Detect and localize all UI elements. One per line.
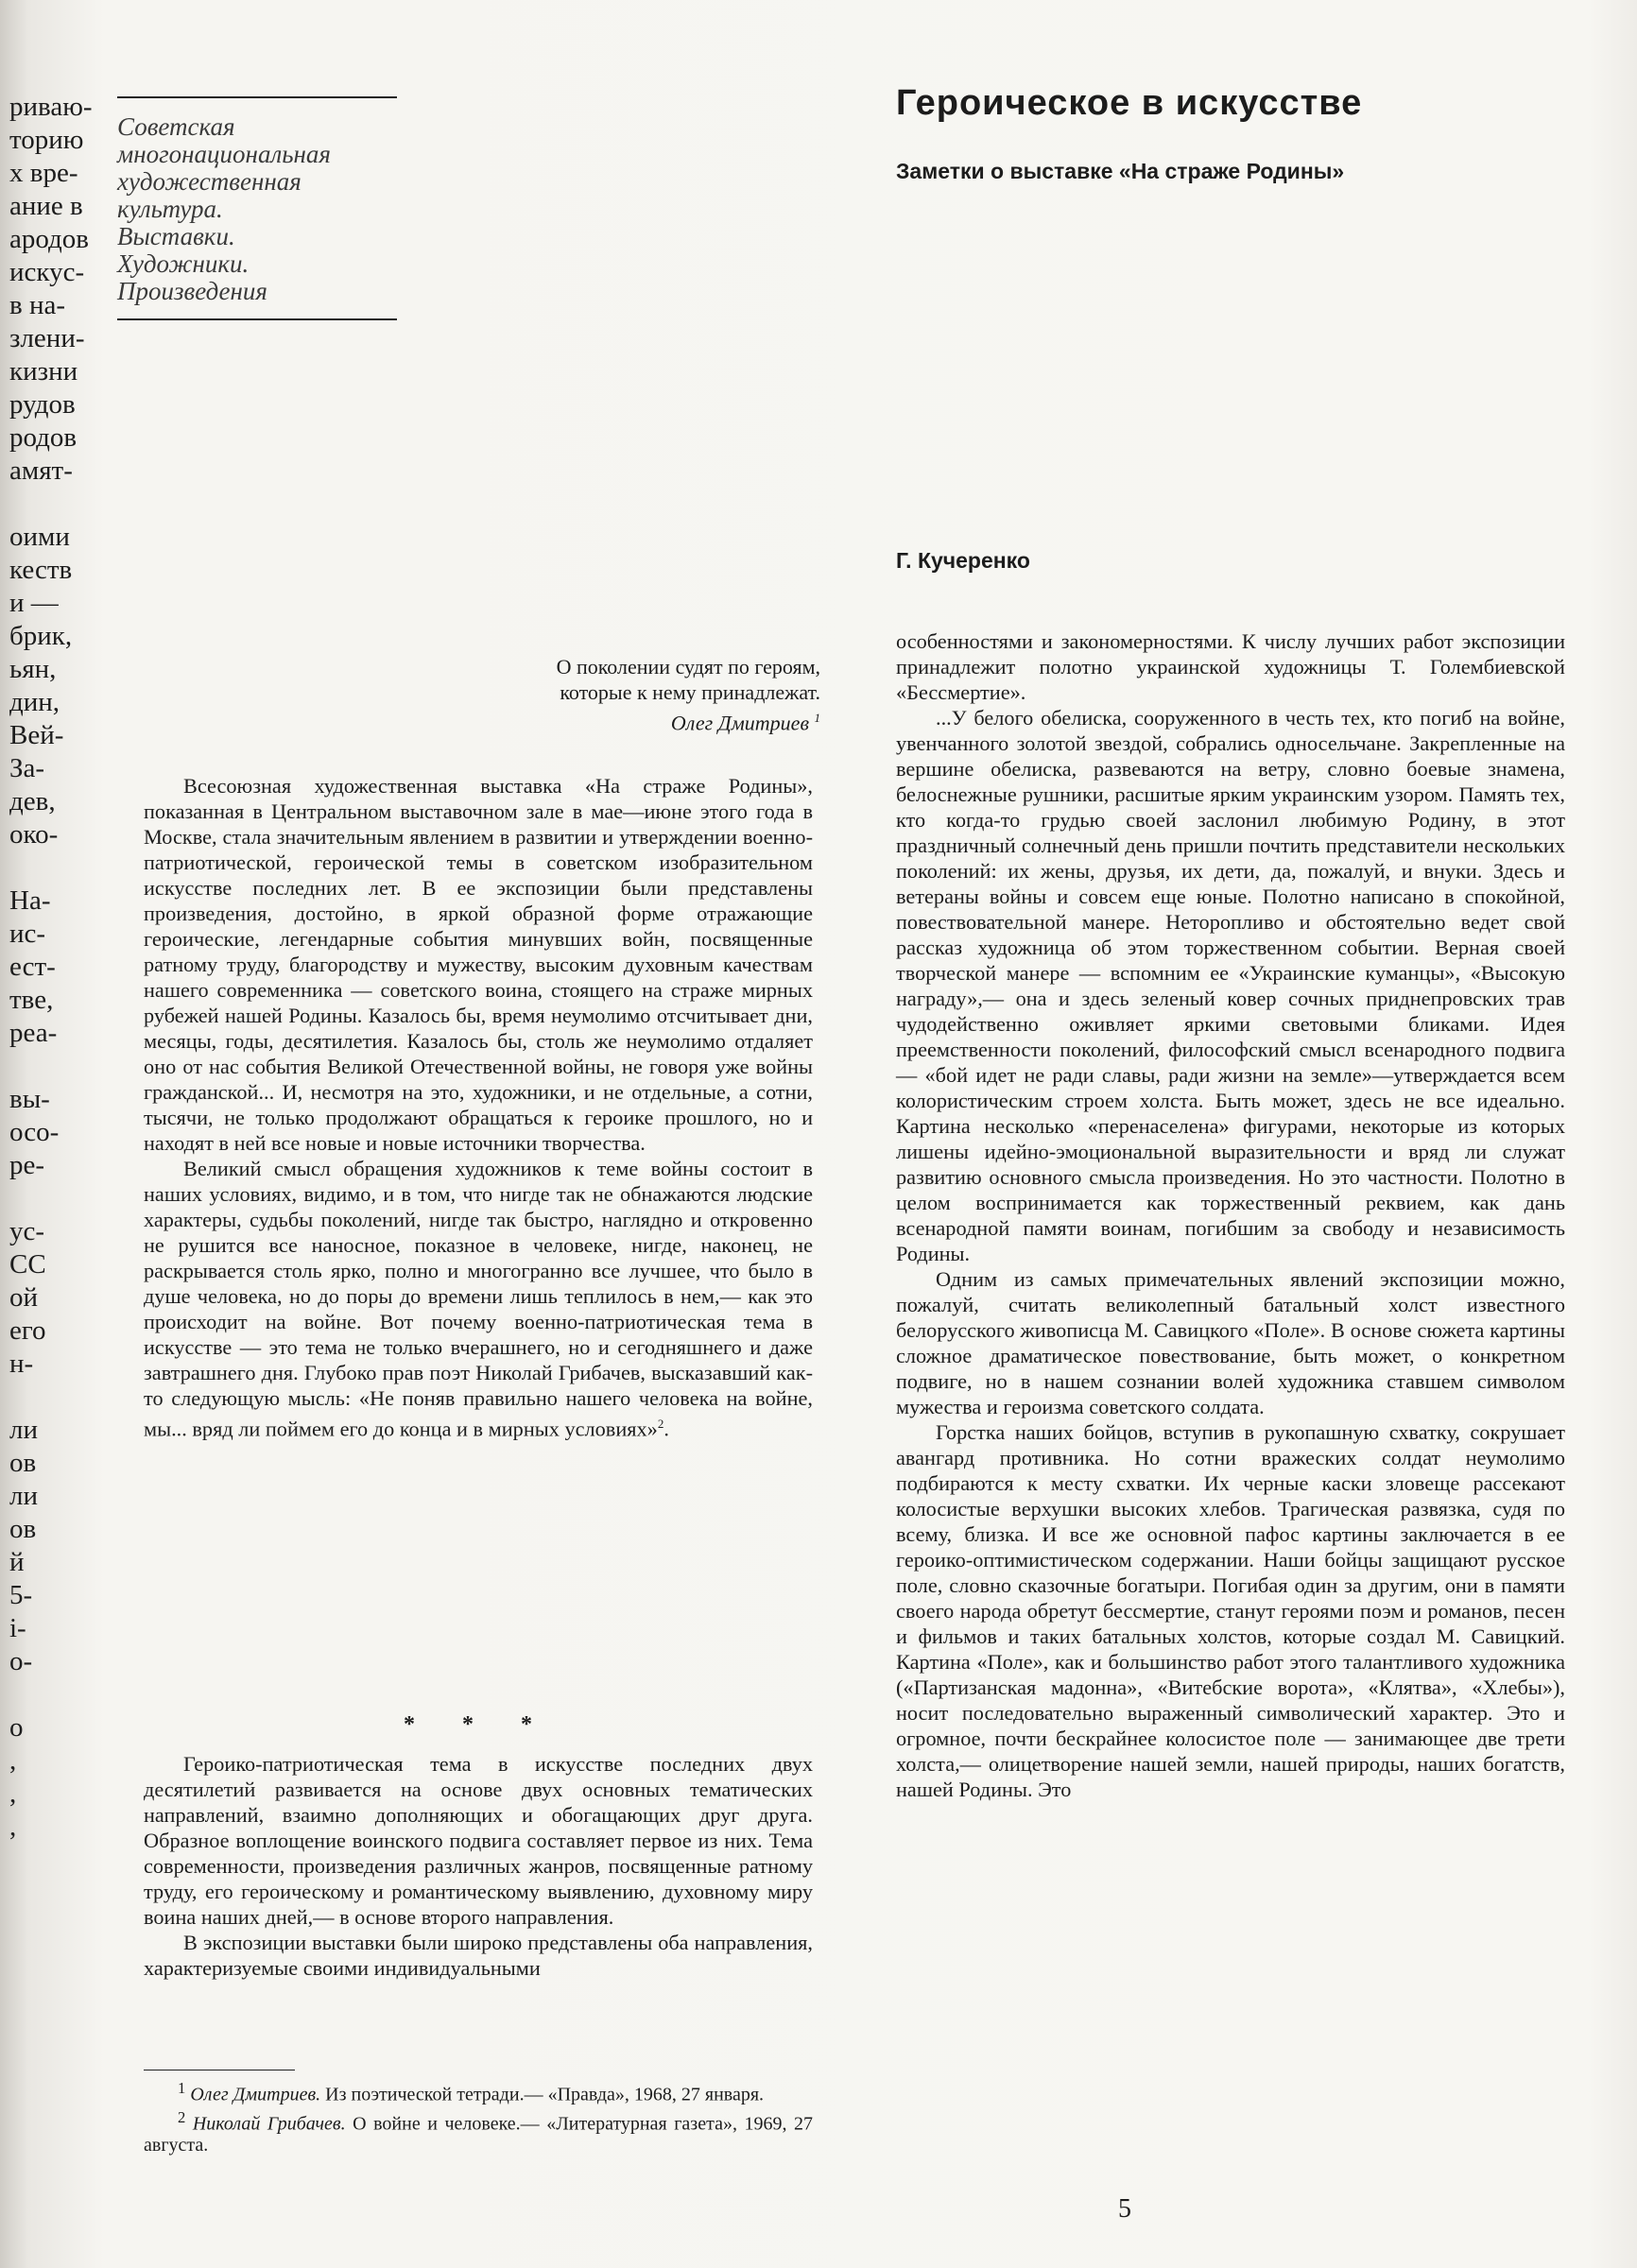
margin-fragment: дев, [9, 786, 56, 816]
footnote [144, 2077, 813, 2106]
rubric-line: культура. [117, 195, 223, 223]
footnote-number: 1 [178, 2079, 186, 2097]
margin-fragment: ест- [9, 952, 56, 982]
paragraph: Великий смысл обращения художников к теме войны состоит в наших условиях, видимо, и в том, что нигде так не обнажаются людские характеры, судьбы поколений, нигде так быстро, наглядно и откровенно не рушится все наносное, показное в человеке, нигде, наконец, не раскрывается столь ярко, полно и многогранно все лучшее, что было в душе человека, но до поры до времени лишь теплилось в нем,— как это происходит на войне. Вот почему военно-патриотическая тема в искусстве — это тема не только вчерашнего, но и сегодняшнего и даже завтрашнего дня. Глубоко прав поэт Николай Грибачев, высказавший как-то следующую мысль: «Не поняв правильно нашего человека на войне, мы... вряд ли поймем его до конца и в мирных условиях»$^2$. [144, 1157, 813, 1441]
margin-fragment: 5- [9, 1580, 33, 1610]
margin-fragment: ус- [9, 1216, 45, 1246]
footnote-ref: 1 [814, 711, 820, 725]
epigraph-line: которые к нему принадлежат. [560, 680, 820, 704]
margin-fragment: тве, [9, 985, 54, 1015]
footnote [144, 2106, 813, 2157]
margin-fragment: и — [9, 588, 59, 618]
right-column [896, 628, 1565, 1802]
margin-fragment: ли [9, 1481, 38, 1511]
rubric-line: Советская [117, 112, 235, 141]
paragraph: особенностями и закономерностями. К числу лучших работ экспозиции принадлежит полотно украинской художницы Т. Голембиевской «Бессмертие». [896, 629, 1565, 704]
margin-fragment: кеств [9, 555, 73, 585]
margin-fragment: злени- [9, 323, 85, 353]
margin-fragment: око- [9, 819, 59, 850]
margin-fragment: ьян, [9, 654, 57, 684]
paragraph: Одним из самых примечательных явлений экспозиции можно, пожалуй, считать великолепный батальный холст известного белорусского живописца М. Савицкого «Поле». В основе сюжета картины сложное драматическое повествование, быть может, о конкретном подвиге, но в нашем сознании волей художника ставшем символом мужества и героизма советского солдата. [896, 1267, 1565, 1418]
section-separator: * * * [404, 1712, 553, 1737]
paragraph: Горстка наших бойцов, вступив в рукопашную схватку, сокрушает авангард противника. Но сотни вражеских солдат неумолимо подбираются к месту схватки. Их черные каски зловеще рассекают колосистые верхушки высоких хлебов. Трагическая развязка, судя по всему, близка. И все же основной пафос картины заключается в ее героико-оптимистическом содержании. Наши бойцы защищают русское поле, словно сказочные богатыри. Погибая один за другим, они в памяти своего народа обретут бессмертие, станут героями поэм и романов, песен и фильмов и таких батальных холстов, которые создал М. Савицкий. Картина «Поле», как и большинство работ этого талантливого художника («Партизанская мадонна», «Витебские ворота», «Клятва», «Хлебы»), носит последовательно выраженный символический характер. Это и огромное, почти бескрайнее колосистое поле — занимающее две трети холста,— олицетворение нашей земли, нашей природы, наших богатств, нашей Родины. Это [896, 1420, 1565, 1801]
margin-fragment: осо- [9, 1117, 60, 1147]
paragraph: В экспозиции выставки были широко представлены оба направления, характеризуемые своими индивидуальными [144, 1931, 813, 1980]
margin-fragment: ов [9, 1448, 37, 1478]
margin-fragment: ой [9, 1282, 39, 1313]
margin-fragment: ли [9, 1415, 38, 1445]
paragraph: Всесоюзная художественная выставка «На страже Родины», показанная в Центральном выставочном зале в мае—июне этого года в Москве, стала значительным явлением в развитии и утверждении военно-патриотической, героической темы в советском изобразительном искусстве последних лет. В ее экспозиции были представлены произведения, достойно, в яркой образной форме отражающие героические, легендарные события минувших войн, посвященные ратному труду, благородству и мужеству, высоким духовным качествам нашего современника — советского воина, стоящего на страже мирных рубежей нашей Родины. Казалось бы, время неумолимо отсчитывает дни, месяцы, годы, десятилетия. Казалось бы, столь же неумолимо отдаляет оно от нас события Великой Отечественной войны, не говоря уже войны гражданской... И, несмотря на это, художники, и не отдельные, а сотни, тысячи, не только продолжают обращаться к героике прошлого, но и находят в ней все новые и новые источники творчества. [144, 774, 813, 1155]
margin-fragment: й [9, 1547, 25, 1577]
paragraph-text: Великий смысл обращения художников к теме войны состоит в наших условиях, видимо, и в том, что нигде так не обнажаются людские характеры, судьбы поколений, нигде так быстро, наглядно и откровенно не рушится все наносное, показное в человеке, нигде, наконец, не раскрывается столь ярко, полно и многогранно все лучшее, что было в душе человека, но до поры до времени лишь теплилось в нем,— как это происходит на войне. Вот почему военно-патриотическая тема в искусстве — это тема не только вчерашнего, но и сегодняшнего и даже завтрашнего дня. Глубоко прав поэт Николай Грибачев, высказавший как-то следующую мысль: «Не поняв правильно нашего человека на войне, мы... вряд ли поймем его до конца и в мирных условиях» [144, 1157, 813, 1441]
margin-fragment: о [9, 1712, 24, 1743]
margin-fragment [9, 851, 93, 885]
rubric-line: художественная [117, 167, 302, 196]
margin-fragment: ре- [9, 1150, 45, 1180]
article-subtitle: Заметки о выставке «На страже Родины» [896, 159, 1345, 183]
rubric-line: Художники. [117, 249, 250, 278]
margin-fragment [9, 1678, 93, 1711]
epigraph-line: О поколении судят по героям, [556, 655, 820, 679]
margin-fragment: ов [9, 1514, 37, 1544]
margin-fragment: в на- [9, 290, 65, 320]
margin-fragment [9, 1050, 93, 1083]
margin-fragment: , [9, 1778, 17, 1809]
epigraph [397, 654, 820, 735]
margin-fragment: амят- [9, 455, 73, 486]
previous-page-fragments [9, 91, 93, 1844]
paragraph: Героико-патриотическая тема в искусстве последних двух десятилетий развивается на основе двух основных тематических направлений, взаимно дополняющих и обогащающих друг друга. Образное воплощение воинского подвига составляет первое из них. Тема современности, произведения различных жанров, посвященные ратному труду, его героическому и романтическому выявлению, духовному миру воина наших дней,— в основе второго направления. [144, 1752, 813, 1929]
margin-fragment: ародов [9, 224, 89, 254]
margin-fragment: ание в [9, 191, 83, 221]
margin-fragment: На- [9, 885, 51, 916]
margin-fragment: вы- [9, 1084, 50, 1114]
footnotes [144, 2077, 813, 2156]
margin-fragment: его [9, 1315, 46, 1346]
footnote-author: Олег Дмитриев. [190, 2084, 321, 2105]
margin-fragment: о- [9, 1646, 33, 1676]
epigraph-author [397, 705, 820, 735]
rubric-line: Выставки. [117, 222, 235, 250]
margin-fragment: ис- [9, 919, 46, 949]
margin-fragment: , [9, 1812, 17, 1842]
margin-fragment: кизни [9, 356, 78, 387]
margin-fragment [9, 1182, 93, 1215]
margin-fragment: н- [9, 1349, 34, 1379]
margin-fragment [9, 1381, 93, 1414]
margin-fragment: родов [9, 422, 78, 453]
footnote-author: Николай Грибачев. [192, 2113, 346, 2135]
rubric-line: Произведения [117, 277, 267, 305]
article-title: Героическое в искусстве [896, 83, 1363, 123]
epigraph-author-name: Олег Дмитриев [670, 711, 809, 735]
footnote-text: О войне и человеке.— «Литературная газета», 1969, 27 августа. [144, 2113, 814, 2156]
margin-fragment: риваю- [9, 92, 93, 122]
paragraph: ...У белого обелиска, сооруженного в честь тех, кто погиб на войне, увенчанного золотой звездой, собрались односельчане. Закрепленные на вершине обелиска, развеваются на ветру, словно боевые знамена, белоснежные рушники, расшитые ярким украинским узором. Память тех, кто когда-то грудью своей заслонил любимую Родину, в этот праздничный солнечный день пришли почтить представители нескольких поколений: их жены, друзья, их дети, да, пожалуй, и внуки. Здесь и ветераны войны и совсем еще юные. Полотно написано в спокойной, повествовательной манере. Неторопливо и обстоятельно ведет свой рассказ художница об этом торжественном событии. Верная своей творческой манере — вспомним ее «Украинские куманцы», «Высокую награду»,— она и здесь зеленый ковер сочных приднепровских трав чудодейственно оживляет яркими световыми бликами. Идея преемственности поколений, философский смысл всенародного подвига — «бой идет не ради славы, ради жизни на земле»—утверждается всем колористическим строем холста. Быть может, здесь не все идеально. Картина несколько «перенаселена» фигурами, некоторые из которых лишены идейно-эмоциональной выразительности и вряд ли служат развитию основного смысла произведения. Но это частности. Полотно в целом воспринимается как торжественный реквием, как дань всенародной памяти воинам, погибшим за свободу и независимость Родины. [896, 706, 1565, 1265]
margin-fragment: рудов [9, 389, 76, 420]
margin-fragment: і- [9, 1613, 26, 1643]
rubric-box [117, 96, 397, 320]
article-author: Г. Кучеренко [896, 548, 1030, 573]
left-column [144, 773, 813, 1441]
footnote-number: 2 [178, 2107, 186, 2126]
margin-fragment: искус- [9, 257, 85, 287]
margin-fragment [9, 488, 93, 521]
margin-fragment: , [9, 1745, 17, 1776]
margin-fragment: дин, [9, 687, 60, 717]
page-number: 5 [1118, 2194, 1131, 2224]
margin-fragment: Вей- [9, 720, 64, 750]
footnote-ref: 2 [657, 1417, 664, 1431]
margin-fragment: брик, [9, 621, 73, 651]
margin-fragment: СС [9, 1249, 46, 1280]
rubric-line: многонациональная [117, 140, 331, 168]
footnote-text: Из поэтической тетради.— «Правда», 1968, 27 января. [320, 2084, 765, 2105]
margin-fragment: оими [9, 522, 70, 552]
margin-fragment: реа- [9, 1018, 58, 1048]
left-column-continued [144, 1751, 813, 1981]
margin-fragment: х вре- [9, 158, 78, 188]
margin-fragment: торию [9, 125, 84, 155]
margin-fragment: За- [9, 753, 45, 783]
